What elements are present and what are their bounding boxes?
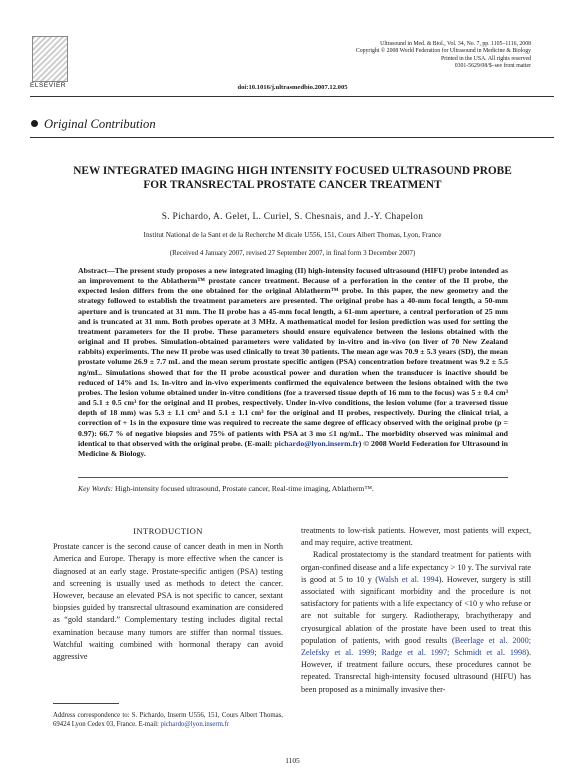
page-number: 1105 <box>285 756 300 765</box>
header-divider <box>30 96 554 97</box>
keywords-divider <box>78 477 508 478</box>
intro-p2-part-c: ). However, if treatment failure occurs, these procedures cannot be repeated. Transrectal high-intensity focused ultrasound (HIFU) has been proposed as a minimally invasive ther- <box>301 648 531 694</box>
abstract-email-link[interactable]: pichardo@lyon.inserm.fr <box>274 438 359 448</box>
section-bullet-icon <box>31 120 38 127</box>
intro-paragraph-1-continued: treatments to low-risk patients. However, most patients will expect, and may require, active treatment. <box>301 526 531 548</box>
article-title: NEW INTEGRATED IMAGING HIGH INTENSITY FOCUSED ULTRASOUND PROBE FOR TRANSRECTAL PROSTATE CANCER TREATMENT <box>73 165 512 191</box>
elsevier-tree-icon <box>32 36 68 82</box>
author-list: S. Pichardo, A. Gelet, L. Curiel, S. Chesnais, and J.-Y. Chapelon <box>161 212 424 222</box>
journal-citation: Ultrasound in Med. & Biol., Vol. 34, No. 7, pp. 1105–1116, 2008 <box>380 41 531 47</box>
abstract <box>78 266 508 459</box>
copyright-line: Copyright © 2008 World Federation for Ultrasound in Medicine & Biology <box>355 48 531 55</box>
journal-info <box>231 41 531 70</box>
abstract-text: Abstract—The present study proposes a new integrated imaging (II) high-intensity focused ultrasound (HIFU) probe intended as an improvement to the Ablatherm™ prostate cancer treatment. Because of a perforation in the center of the II probe, the expected lesion differs from the one obtained for the original Ablatherm™ probe. In this paper, the new geometry and the strategy followed to establish the treatment parameters are presented. The original probe has a 40-mm focal length, a 50-mm aperture and is truncated at 31 mm. The II probe has a 45-mm focal length, a 61-mm aperture, a central perforation of 25 mm and is truncated at 31 mm. Both probes operate at 3 MHz. A mathematical model for lesion prediction was used for setting the treatment parameters for the II probe. These parameters should ensure equivalence between the lesions obtained with the original and II probes. Simulation-obtained parameters were validated by in-vitro and in-vivo (on liver of 70 New Zealand rabbits) experiments. The new II probe was used clinically to treat 30 patients. The mean age was 70.9 ± 5.3 years (SD), the mean prostate volume 26.9 ± 7.7 mL and the mean serum prostate specific antigen (PSA) concentration before treatment was 9.2 ± 5.5 ng/mL. Simulations showed that for the II probe acoustical power and duration when the transducer is inactive should be reduced of 14% and 1s. In-vitro and in-vivo experiments confirmed the equivalence between the lesions obtained with the two probes. The lesion volume obtained under in-vitro conditions (for a traversed tissue depth of 16 mm to the focus) was 5 ± 0.4 cm³ and 5.1 ± 0.5 cm³ for the original and II probes, respectively. Under in-vivo conditions, the lesion volume (for a traversed tissue depth of 18 mm) was 5.3 ± 1.1 cm³ and 5.1 ± 1.1 cm³ for the original and II probes, respectively. During the clinical trial, a correction of + 1s in the exposure time was required to recreate the same degree of efficacy observed with the original probe (p = 0.97): 66.7 % of negative biopsies and 75% of patients with PSA at 3 mo ≤1 ng/mL. The morbidity observed was minimal and identical to that observed with the original probe. (E-mail: <box>78 266 508 448</box>
section-divider <box>30 137 554 138</box>
keywords-label: Key Words: <box>78 484 114 493</box>
citation-group[interactable]: Beerlage et al. 2000; Zelefsky et al. 1999; Radge et al. 1997; Schmidt et al. 1998 <box>301 635 532 658</box>
intro-paragraph-2 <box>301 549 531 695</box>
publisher-name: ELSEVIER <box>30 82 67 89</box>
printed-line: Printed in the USA. All rights reserved <box>440 55 531 62</box>
keywords-text: High-intensity focused ultrasound, Prostate cancer, Real-time imaging, Ablatherm™. <box>115 484 374 493</box>
abstract-closing: ) © 2008 World Federation for Ultrasound in Medicine & Biology. <box>78 438 509 458</box>
footnote-divider <box>53 703 119 704</box>
affiliation: Institut National de la Sant et de la Recherche M dicale U556, 151, Cours Albert Thomas, Lyon, France <box>143 231 442 239</box>
citation-walsh[interactable]: Walsh et al. 1994 <box>378 574 439 584</box>
section-label: Original Contribution <box>44 117 156 131</box>
right-column <box>301 525 531 696</box>
correspondence-footnote <box>53 712 283 729</box>
footnote-text: Address correspondence to: S. Pichardo, Inserm U556, 151, Cours Albert Thomas, 69424 Lyon Cedex 03, France. E-mail: <box>53 712 283 728</box>
footnote-email-link[interactable]: pichardo@lyon.inserm.fr <box>160 720 230 728</box>
issn-line: 0301-5629/08/$–see front matter <box>454 62 531 69</box>
doi: doi:10.1016/j.ultrasmedbio.2007.12.005 <box>237 84 348 91</box>
intro-p2-part-b: ). However, surgery is still associated with significant morbidity and the procedure is not satisfactory for patients with a life expectancy of <10 y who refuse or are not suitable for surgery. Radiotherapy, brachytherapy and cryosurgical ablation of the prostate have been used to treat this population of patients, with good results ( <box>301 574 532 645</box>
keywords <box>78 484 508 494</box>
left-column <box>53 525 283 663</box>
introduction-heading: INTRODUCTION <box>133 526 203 536</box>
intro-p2-part-a: Radical prostatectomy is the standard treatment for patients with organ-confined disease and a life expectancy > 10 y. The survival rate is good at 5 to 10 y ( <box>301 550 531 584</box>
submission-dates: (Received 4 January 2007, revised 27 September 2007, in final form 3 December 2007) <box>169 249 416 257</box>
intro-paragraph-1: Prostate cancer is the second cause of cancer death in men in North America and Europe. Therapy is more effective when the cancer is diagnosed at an early stage. Prostate-specific antigen (PSA) testing and screening is usually used as methods to detect the cancer. However, because an elevated PSA is not specific to cancer, sextant biopsies guided by transrectal ultrasound examination are considered as “gold standard.” Complementary testing includes digital rectal examination because many tumors are stiffer than normal tissues. Watchful waiting combined with hormonal therapy can avoid aggressive <box>53 542 283 662</box>
